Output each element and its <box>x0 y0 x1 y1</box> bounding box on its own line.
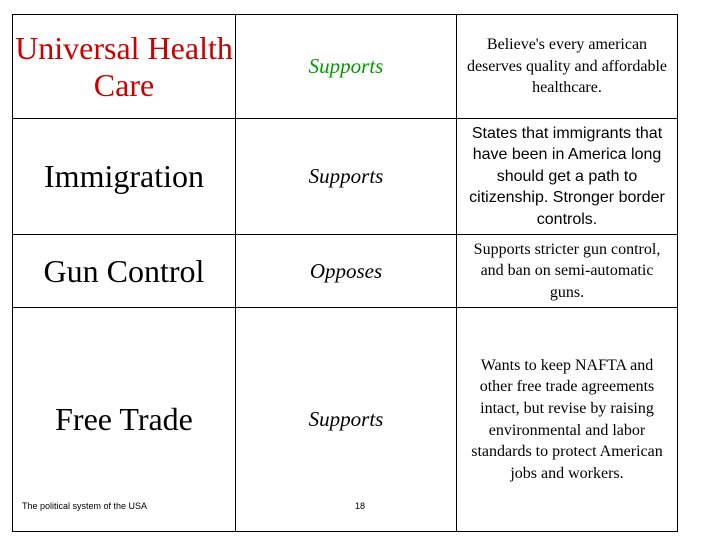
topic-cell: Immigration <box>44 158 204 195</box>
description-cell: Supports stricter gun control, and ban on semi-automatic guns. <box>473 240 661 301</box>
topic-cell: Universal Health Care <box>15 29 233 103</box>
description-cell: Wants to keep NAFTA and other free trade agreements intact, but revise by raising environmental and labor standards to protect American jobs and workers. <box>471 356 663 482</box>
footer-source: The political system of the USA <box>22 501 148 511</box>
stance-cell: Opposes <box>309 258 383 283</box>
table-border-bottom <box>12 531 678 532</box>
stance-cell: Supports <box>308 407 384 431</box>
topic-cell: Free Trade <box>55 401 193 438</box>
stance-cell: Supports <box>308 54 384 78</box>
page-number: 18 <box>355 501 366 511</box>
table-border-right <box>677 14 678 532</box>
positions-table <box>12 14 678 532</box>
stance-cell: Supports <box>308 164 384 188</box>
description-cell: States that immigrants that have been in America long should get a path to citizenship. Stronger border controls. <box>469 124 665 228</box>
topic-cell: Gun Control <box>43 252 205 289</box>
description-cell: Believe's every american deserves quality and affordable healthcare. <box>466 36 668 97</box>
